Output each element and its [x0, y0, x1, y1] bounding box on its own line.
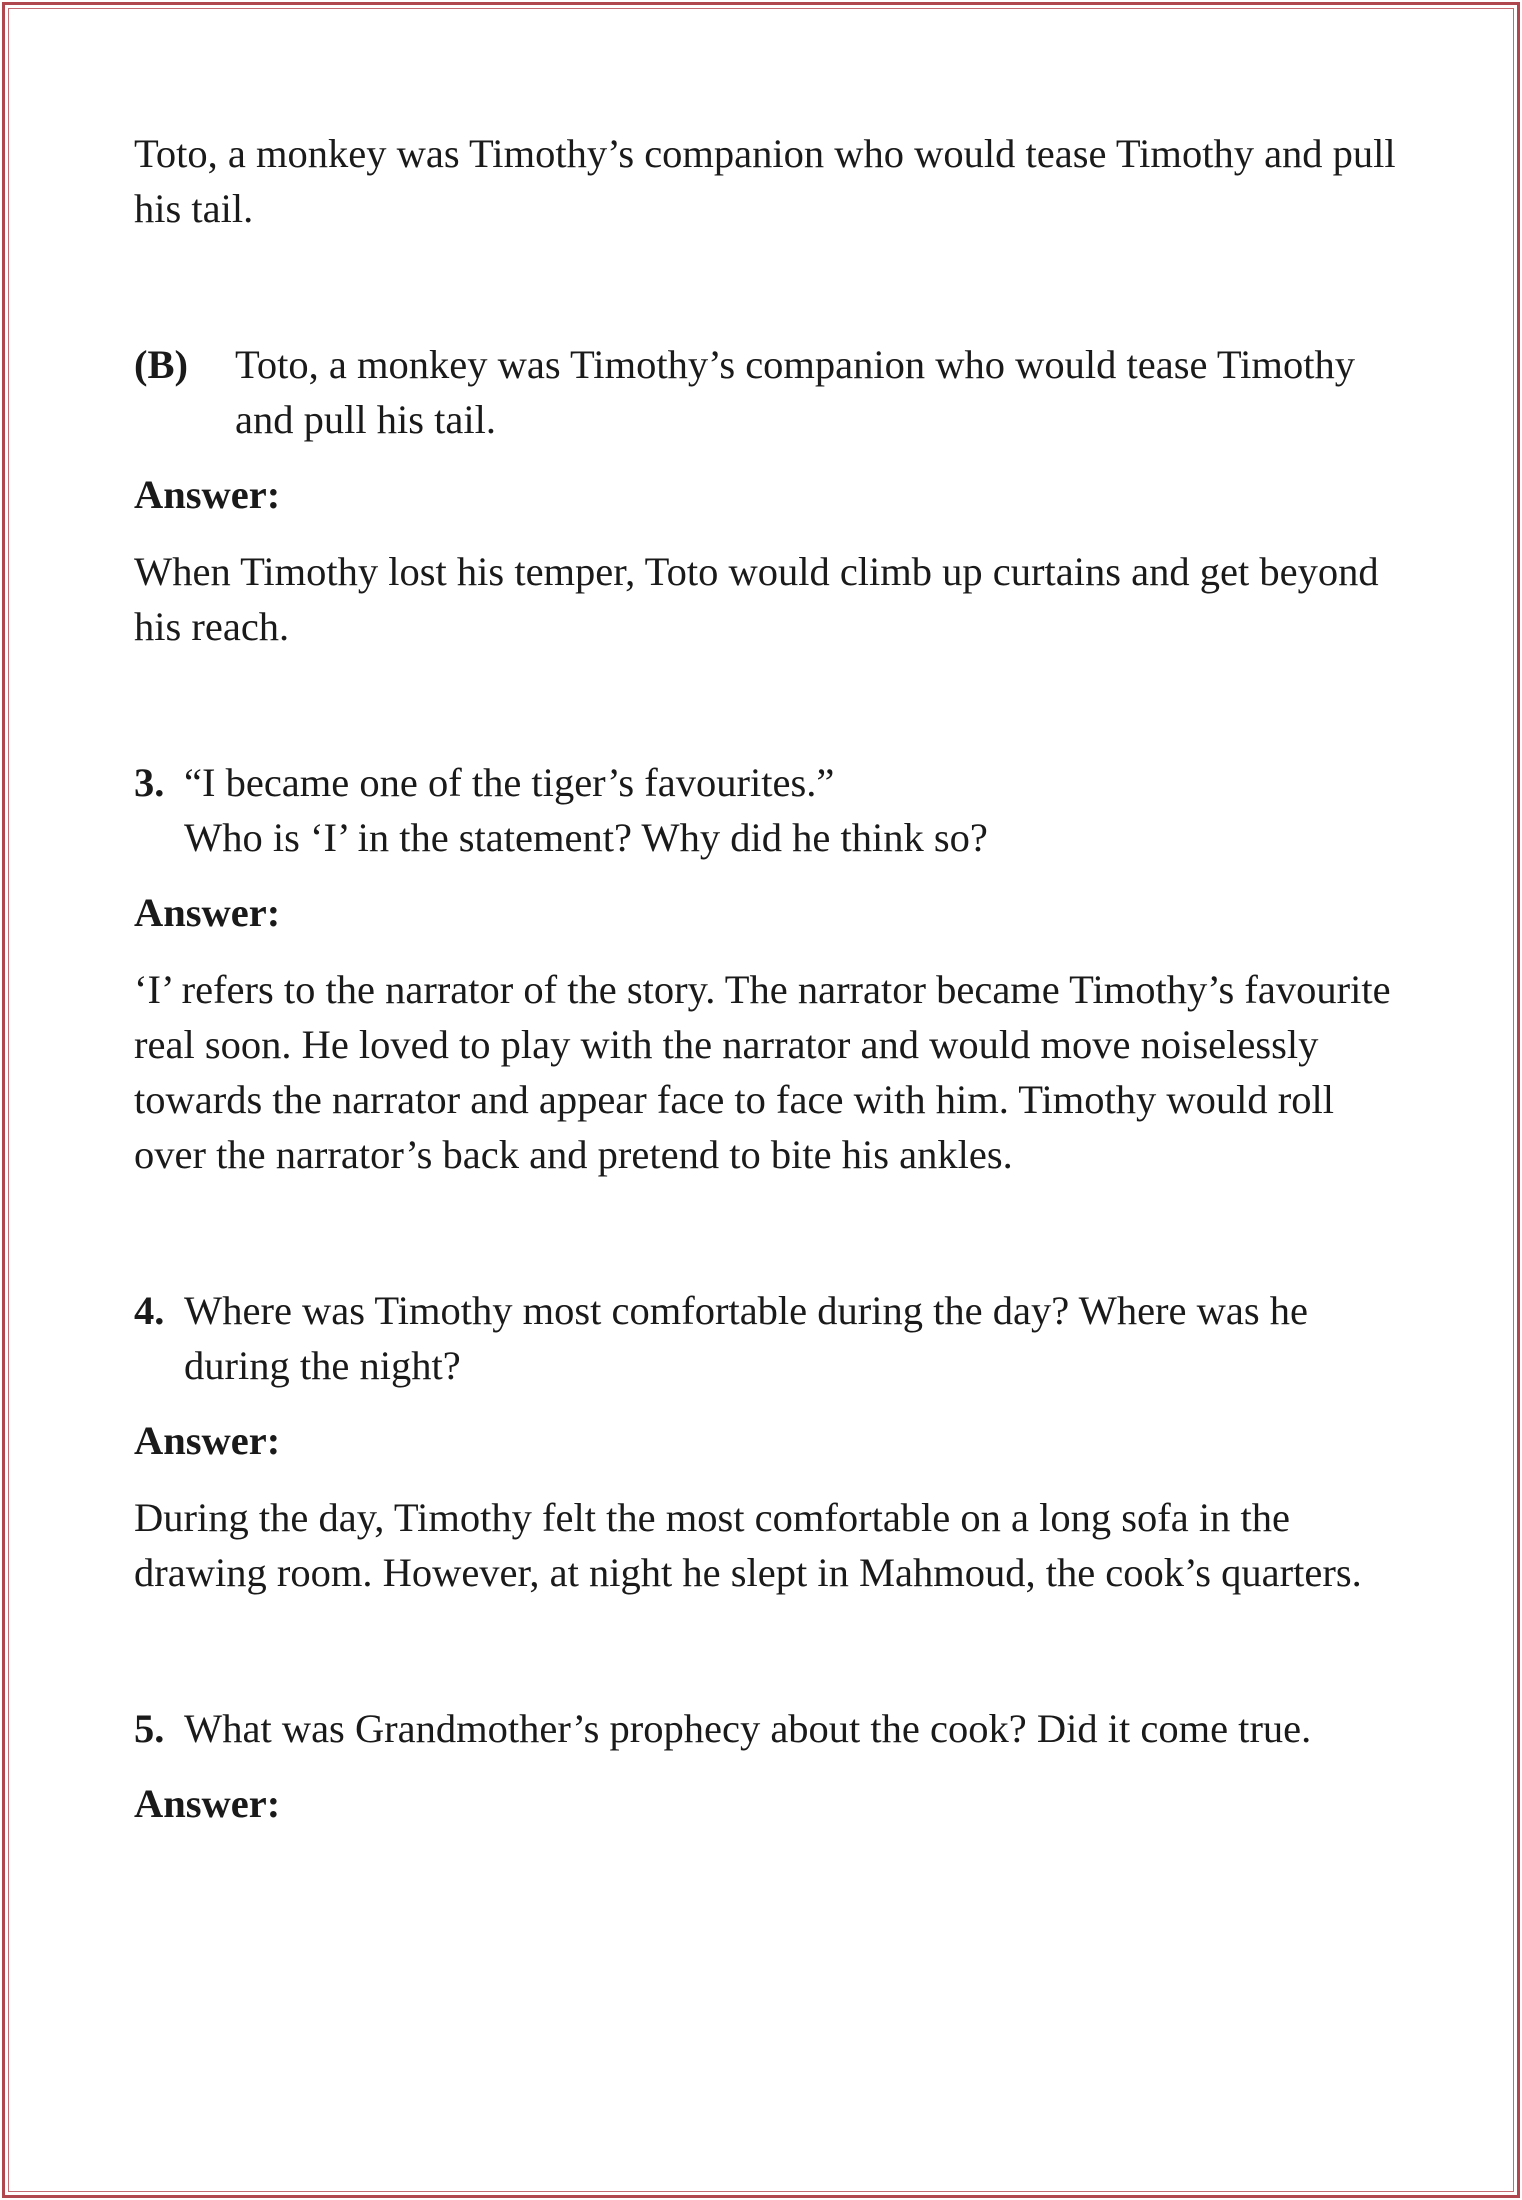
answer-text: ‘I’ refers to the narrator of the story. The narrator became Timothy’s favourite real soon. He loved to play with the narrator and would move noiselessly towards the narrator and appear face to face with him. Timothy would roll over the narrator’s back and pretend to bite his ankles. [134, 967, 1391, 1177]
answer-label: Answer: [134, 472, 281, 517]
answer-text: When Timothy lost his temper, Toto would climb up curtains and get beyond his reach. [134, 549, 1379, 649]
intro-text: Toto, a monkey was Timothy’s companion who would tease Timothy and pull his tail. [134, 131, 1396, 231]
question-3 [134, 755, 1404, 865]
question-number: 3. [134, 760, 165, 805]
question-b [134, 337, 1404, 447]
question-text: Where was Timothy most comfortable during the day? Where was he during the night? [184, 1288, 1308, 1388]
question-number: 5. [134, 1706, 165, 1751]
question-number: 4. [134, 1288, 165, 1333]
answer-text: During the day, Timothy felt the most comfortable on a long sofa in the drawing room. However, at night he slept in Mahmoud, the cook’s quarters. [134, 1495, 1362, 1595]
question-marker: (B) [134, 342, 188, 387]
question-text-line1: “I became one of the tiger’s favourites.” [184, 760, 835, 805]
question-4 [134, 1283, 1404, 1393]
answer-label: Answer: [134, 890, 281, 935]
page-content [134, 126, 1404, 1831]
answer-label: Answer: [134, 1418, 281, 1463]
question-5 [134, 1701, 1404, 1756]
question-text-line2: Who is ‘I’ in the statement? Why did he think so? [184, 815, 988, 860]
answer-label: Answer: [134, 1781, 281, 1826]
question-text: Toto, a monkey was Timothy’s companion who would tease Timothy and pull his tail. [235, 342, 1355, 442]
question-text: What was Grandmother’s prophecy about the cook? Did it come true. [184, 1706, 1312, 1751]
